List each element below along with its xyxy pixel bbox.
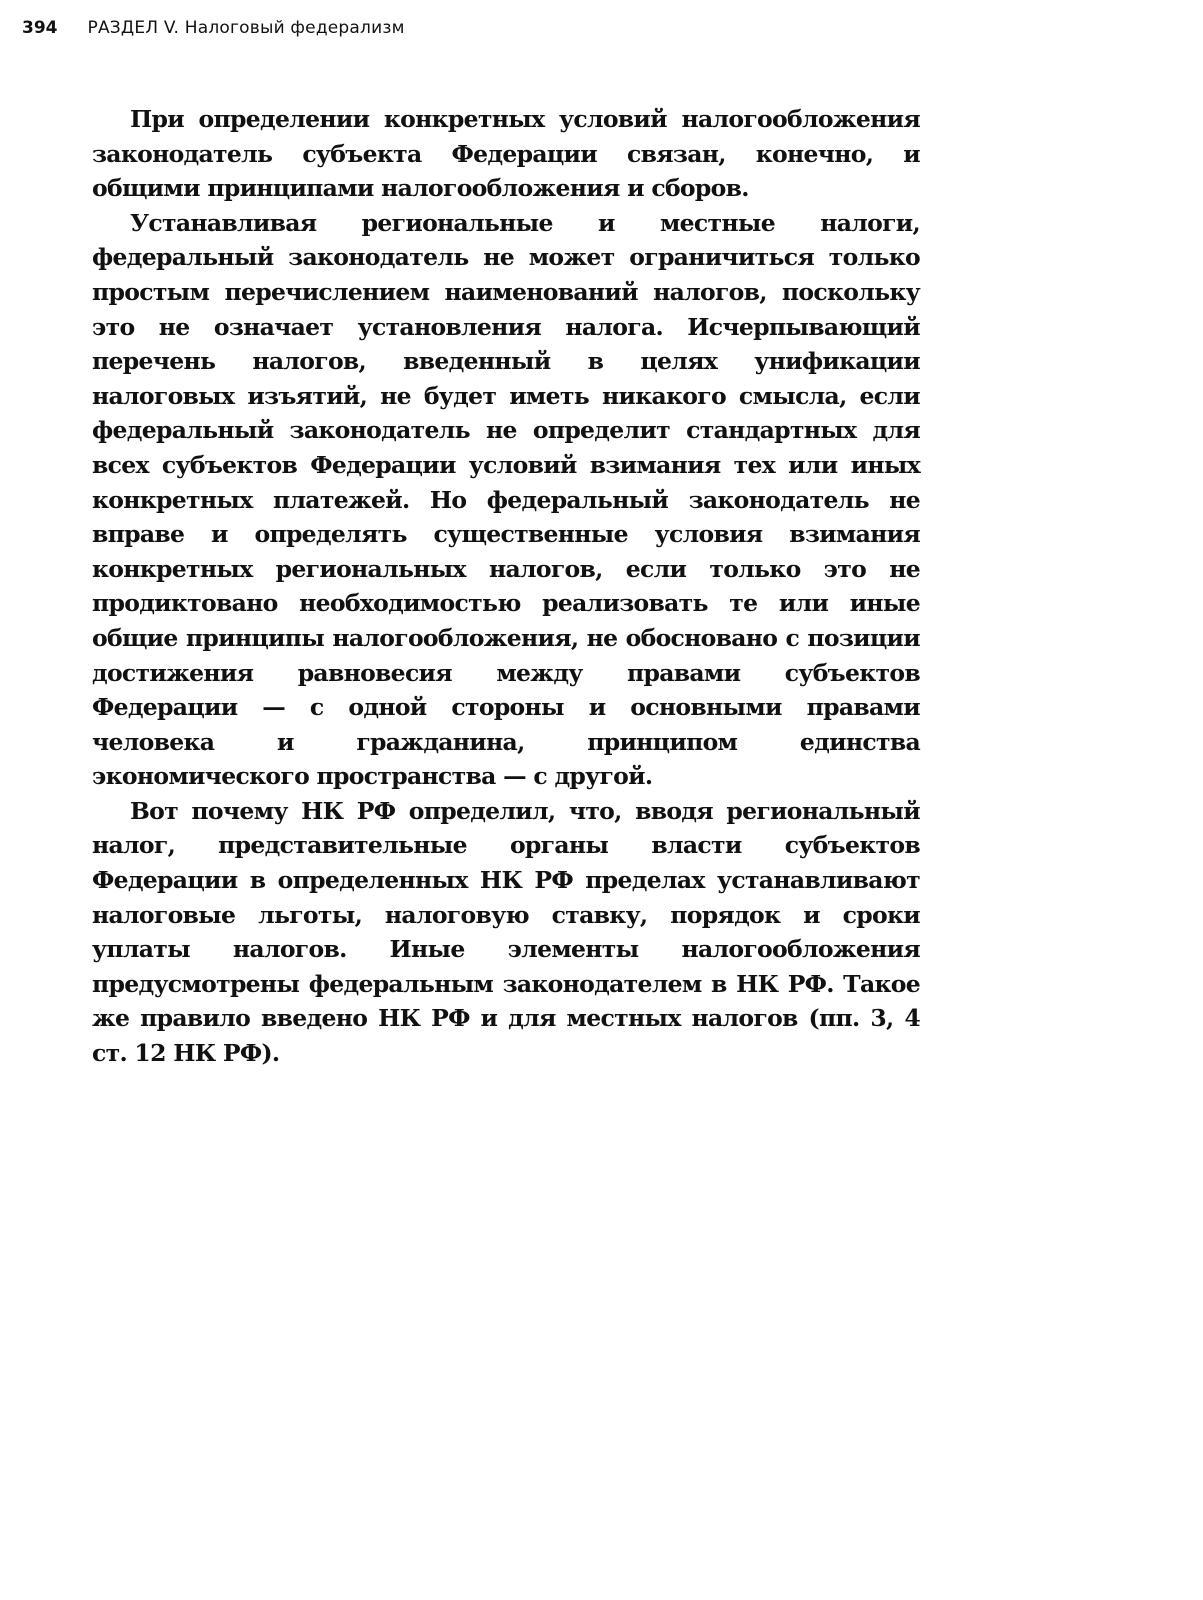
page-number: 394 [22, 18, 58, 38]
section-title: РАЗДЕЛ V. Налоговый федерализм [87, 18, 405, 38]
paragraph-2: Устанавливая региональные и местные налоги, федеральный законодатель не может ограничиться только простым перечислением наименований налогов, поскольку это не означает установления налога. Исчерпывающий перечень налогов, введенный в целях унификации налоговых изъятий, не будет иметь никакого смысла, если федеральный законодатель не определит стандартных для всех субъектов Федерации условий взимания тех или иных конкретных платежей. Но федеральный законодатель не вправе и определять существенные условия взимания конкретных региональных налогов, если только это не продиктовано необходимостью реализовать те или иные общие принципы налогообложения, не обосновано с позиции достижения равновесия между правами субъектов Федерации — с одной стороны и основными правами человека и гражданина, принципом единства экономического пространства — с другой. [92, 208, 920, 791]
paragraph-3: Вот почему НК РФ определил, что, вводя региональный налог, представительные органы власти субъектов Федерации в определенных НК РФ пределах устанавливают налоговые льготы, налоговую ставку, порядок и сроки уплаты налогов. Иные элементы налогообложения предусмотрены федеральным законодателем в НК РФ. Такое же правило введено НК РФ и для местных налогов (пп. 3, 4 ст. 12 НК РФ). [92, 796, 920, 1068]
body-text [92, 102, 920, 1071]
running-header [22, 18, 405, 38]
paragraph-1: При определении конкретных условий налогообложения законодатель субъекта Федерации связан, конечно, и общими принципами налогообложения и сборов. [92, 105, 920, 203]
